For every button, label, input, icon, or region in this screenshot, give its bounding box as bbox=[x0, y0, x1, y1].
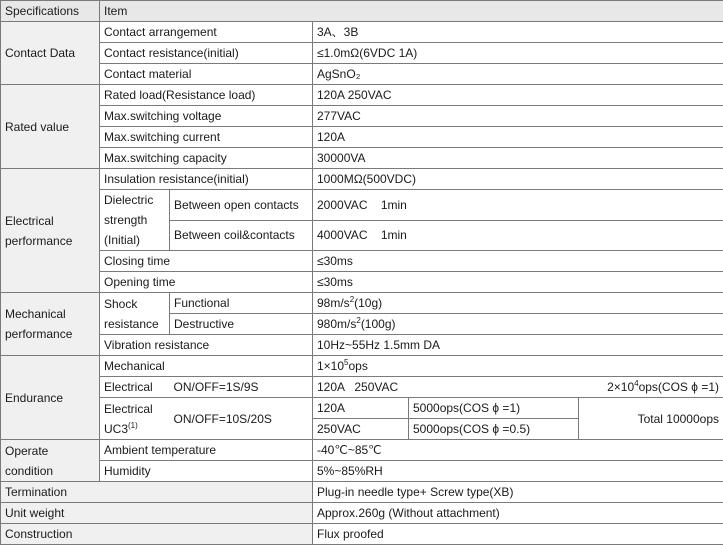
mech-endurance-sup: 5 bbox=[344, 358, 349, 367]
elec-ops-tail: ops(COS ϕ =1) bbox=[638, 380, 719, 394]
group-operate-condition bbox=[1, 440, 100, 482]
uc3-line2-base: UC3 bbox=[104, 421, 129, 436]
group-endurance: Endurance bbox=[1, 356, 100, 440]
destructive-value-base: 980m/s bbox=[317, 317, 357, 331]
value-rated-load: 120A 250VAC bbox=[313, 85, 723, 106]
operate-line1: Operate bbox=[5, 443, 49, 458]
mech-endurance-tail: ops bbox=[348, 359, 368, 373]
item-contact-resistance: Contact resistance(initial) bbox=[100, 43, 313, 64]
item-destructive: Destructive bbox=[170, 314, 313, 335]
table-row bbox=[1, 251, 723, 272]
value-contact-arrangement: 3A、3B bbox=[313, 22, 723, 43]
item-contact-arrangement: Contact arrangement bbox=[100, 22, 313, 43]
value-electrical-endurance: 120A 250VAC bbox=[313, 377, 579, 398]
uc3-total: Total 10000ops bbox=[579, 398, 723, 440]
dielectric-line3: (Initial) bbox=[104, 233, 141, 247]
table-row bbox=[1, 85, 723, 106]
value-contact-resistance: ≤1.0mΩ(6VDC 1A) bbox=[313, 43, 723, 64]
header-specifications: Specifications bbox=[1, 1, 100, 22]
item-insulation-resistance: Insulation resistance(initial) bbox=[100, 169, 313, 190]
header-row bbox=[1, 1, 723, 22]
value-humidity: 5%~85%RH bbox=[313, 461, 723, 482]
table-row bbox=[1, 190, 723, 221]
value-ambient-temperature: -40℃~85℃ bbox=[313, 440, 723, 461]
group-electrical-performance-line1: Electrical bbox=[5, 213, 54, 228]
label-termination: Termination bbox=[1, 482, 313, 503]
value-termination: Plug-in needle type+ Screw type(XB) bbox=[313, 482, 723, 503]
item-humidity: Humidity bbox=[100, 461, 313, 482]
table-row bbox=[1, 398, 723, 419]
value-insulation-resistance: 1000MΩ(500VDC) bbox=[313, 169, 723, 190]
uc3-current: 120A bbox=[313, 398, 409, 419]
functional-value-tail: (10g) bbox=[354, 296, 383, 310]
table-row bbox=[1, 461, 723, 482]
item-rated-load: Rated load(Resistance load) bbox=[100, 85, 313, 106]
item-closing-time: Closing time bbox=[100, 251, 313, 272]
dielectric-strength-label bbox=[100, 190, 170, 251]
value-max-switching-current: 120A bbox=[313, 127, 723, 148]
destructive-value-sup: 2 bbox=[356, 316, 361, 325]
value-between-open-contacts: 2000VAC 1min bbox=[313, 190, 723, 221]
item-electrical-uc3 bbox=[100, 398, 170, 440]
condition-electrical-uc3: ON/OFF=10S/20S bbox=[170, 398, 313, 440]
table-row bbox=[1, 335, 723, 356]
dielectric-line1: Dielectric bbox=[104, 193, 154, 207]
mech-endurance-base: 1×10 bbox=[317, 359, 345, 373]
label-construction: Construction bbox=[1, 524, 313, 545]
dielectric-line2: strength bbox=[104, 213, 148, 227]
value-destructive bbox=[313, 314, 723, 335]
shock-line1: Shock bbox=[104, 296, 138, 311]
value-opening-time: ≤30ms bbox=[313, 272, 723, 293]
uc3-ops-cos1: 5000ops(COS ϕ =1) bbox=[409, 398, 579, 419]
item-vibration-resistance: Vibration resistance bbox=[100, 335, 313, 356]
group-mechanical-performance-line2: performance bbox=[5, 327, 73, 341]
header-item: Item bbox=[100, 1, 723, 22]
table-row bbox=[1, 503, 723, 524]
group-contact-data: Contact Data bbox=[1, 22, 100, 85]
value-unit-weight: Approx.260g (Without attachment) bbox=[313, 503, 723, 524]
group-mechanical-performance bbox=[1, 293, 100, 356]
value-between-coil-contacts: 4000VAC 1min bbox=[313, 220, 723, 251]
ops-electrical-endurance bbox=[579, 377, 723, 398]
elec-ops-base: 2×10 bbox=[607, 380, 635, 394]
table-row bbox=[1, 524, 723, 545]
value-vibration-resistance: 10Hz~55Hz 1.5mm DA bbox=[313, 335, 723, 356]
table-row bbox=[1, 148, 723, 169]
item-between-coil-contacts: Between coil&contacts bbox=[170, 220, 313, 251]
value-functional bbox=[313, 293, 723, 314]
value-mechanical-endurance bbox=[313, 356, 723, 377]
table-row bbox=[1, 440, 723, 461]
table-row bbox=[1, 293, 723, 314]
table-row bbox=[1, 127, 723, 148]
table-row bbox=[1, 272, 723, 293]
uc3-ops-cos05: 5000ops(COS ϕ =0.5) bbox=[409, 419, 579, 440]
label-unit-weight: Unit weight bbox=[1, 503, 313, 524]
value-max-switching-voltage: 277VAC bbox=[313, 106, 723, 127]
uc3-line1: Electrical bbox=[104, 401, 153, 416]
group-mechanical-performance-line1: Mechanical bbox=[5, 307, 66, 321]
item-max-switching-voltage: Max.switching voltage bbox=[100, 106, 313, 127]
group-rated-value: Rated value bbox=[1, 85, 100, 169]
table-row bbox=[1, 64, 723, 85]
functional-value-sup: 2 bbox=[349, 295, 355, 304]
table-row bbox=[1, 377, 723, 398]
item-mechanical-endurance: Mechanical bbox=[100, 356, 313, 377]
value-max-switching-capacity: 30000VA bbox=[313, 148, 723, 169]
item-opening-time: Opening time bbox=[100, 272, 313, 293]
shock-resistance-label bbox=[100, 293, 170, 335]
table-row bbox=[1, 22, 723, 43]
item-between-open-contacts: Between open contacts bbox=[170, 190, 313, 221]
table-row bbox=[1, 482, 723, 503]
destructive-value-tail: (100g) bbox=[360, 317, 396, 331]
value-construction: Flux proofed bbox=[313, 524, 723, 545]
table-row bbox=[1, 106, 723, 127]
condition-electrical-endurance: ON/OFF=1S/9S bbox=[170, 377, 313, 398]
item-functional: Functional bbox=[170, 293, 313, 314]
group-electrical-performance-line2: performance bbox=[5, 233, 73, 248]
item-ambient-temperature: Ambient temperature bbox=[100, 440, 313, 461]
value-contact-material: AgSnO₂ bbox=[313, 64, 723, 85]
uc3-voltage: 250VAC bbox=[313, 419, 409, 440]
item-contact-material: Contact material bbox=[100, 64, 313, 85]
item-max-switching-current: Max.switching current bbox=[100, 127, 313, 148]
group-electrical-performance bbox=[1, 169, 100, 293]
table-row bbox=[1, 169, 723, 190]
shock-line2: resistance bbox=[104, 316, 159, 331]
functional-value-base: 98m/s bbox=[317, 296, 350, 310]
operate-line2: condition bbox=[5, 463, 54, 478]
table-row bbox=[1, 43, 723, 64]
uc3-line2-sup: (1) bbox=[128, 420, 138, 430]
item-electrical-endurance: Electrical bbox=[100, 377, 170, 398]
item-max-switching-capacity: Max.switching capacity bbox=[100, 148, 313, 169]
value-closing-time: ≤30ms bbox=[313, 251, 723, 272]
elec-ops-sup: 4 bbox=[634, 379, 639, 388]
table-row bbox=[1, 356, 723, 377]
